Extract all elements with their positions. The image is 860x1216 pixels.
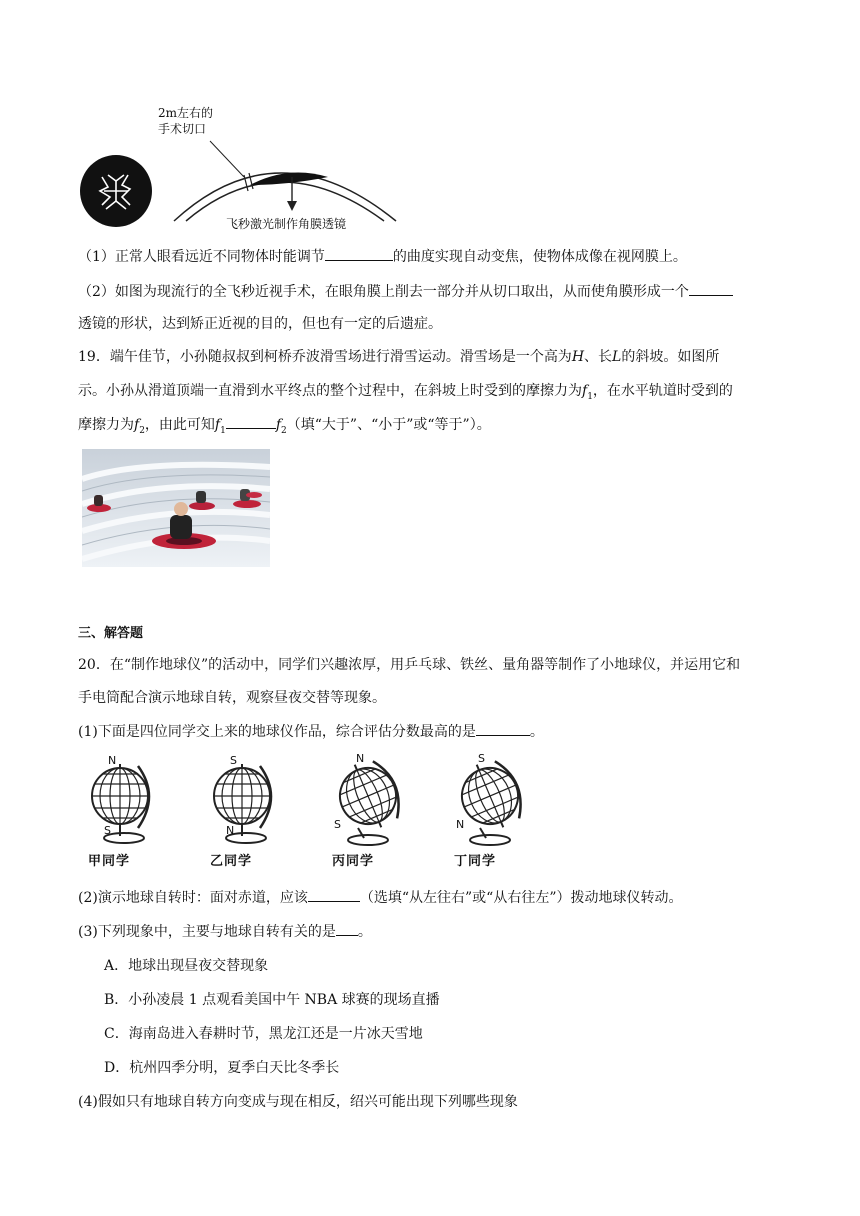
q20-option-b[interactable]: B．小孙凌晨 1 点观看美国中午 NBA 球赛的现场直播 — [104, 992, 440, 1008]
surgery-label-line2: 手术切口 — [158, 122, 207, 136]
q20-sub2: (2)演示地球自转时：面对赤道，应该 （选填“从左往右”或“从右往左”）拨动地球仪转动。 — [78, 887, 682, 908]
q18-part2-line2: 透镜的形状，达到矫正近视的目的，但也有一定的后遗症。 — [78, 316, 442, 332]
q20-blank1[interactable] — [476, 721, 530, 736]
globe-yi-icon — [206, 758, 290, 848]
section-heading: 三、解答题 — [78, 626, 144, 641]
q20-intro-line1: 20．在“制作地球仪”的活动中，同学们兴趣浓厚，用乒乓球、铁丝、量角器等制作了小地球仪，并运用它和 — [78, 657, 741, 673]
globe-jia-top-pole: N — [108, 754, 117, 767]
q18-blank1[interactable] — [325, 246, 393, 261]
q19-line1: 19．端午佳节，小孙随叔叔到柯桥乔波滑雪场进行滑雪运动。滑雪场是一个高为H、长L的斜坡。如图所 — [78, 349, 720, 365]
snow-tubing-photo — [82, 449, 270, 567]
globe-ding-label: 丁同学 — [454, 854, 497, 869]
globe-yi-label: 乙同学 — [210, 854, 253, 869]
q20-option-a[interactable]: A．地球出现昼夜交替现象 — [104, 958, 269, 974]
q20-option-d[interactable]: D．杭州四季分明，夏季白天比冬季长 — [104, 1060, 340, 1076]
globe-ding-top-pole: S — [478, 752, 485, 765]
snow-slope-image — [82, 449, 270, 567]
globe-yi — [206, 754, 290, 870]
globe-jia-icon — [84, 758, 168, 848]
globe-bing-top-pole: N — [356, 752, 365, 765]
globe-ding — [450, 752, 534, 870]
globe-bing — [328, 752, 412, 870]
globe-jia-label: 甲同学 — [88, 854, 131, 869]
q19-blank[interactable] — [226, 414, 276, 429]
q20-blank2[interactable] — [308, 887, 360, 902]
q20-sub4: (4)假如只有地球自转方向变成与现在相反，绍兴可能出现下列哪些现象 — [78, 1094, 518, 1110]
globe-bing-bottom-pole: S — [334, 818, 341, 831]
surgery-figure — [78, 105, 398, 235]
q19-line3: 摩擦力为$f_2$，由此可知$f_1$ $f_2$（填“大于”、“小于”或“等于”）。 — [78, 414, 491, 441]
q18-part2: （2）如图为现流行的全飞秒近视手术，在眼角膜上削去一部分并从切口取出，从而使角膜形成一个 — [78, 281, 733, 302]
globe-jia-bottom-pole: S — [104, 824, 111, 837]
surgery-label-line1: 2m左右的 — [158, 106, 214, 120]
globe-jia — [84, 754, 168, 870]
q20-sub1: (1)下面是四位同学交上来的地球仪作品，综合评估分数最高的是 。 — [78, 721, 544, 742]
globe-bing-icon — [328, 758, 412, 848]
q20-option-c[interactable]: C．海南岛进入春耕时节，黑龙江还是一片冰天雪地 — [104, 1026, 423, 1042]
globe-figure — [84, 752, 524, 870]
q20-blank3[interactable] — [336, 921, 358, 936]
globe-ding-bottom-pole: N — [456, 818, 465, 831]
q18-part1: （1）正常人眼看远近不同物体时能调节 的曲度实现自动变焦，使物体成像在视网膜上。 — [78, 246, 687, 267]
q19-line2: 示。小孙从滑道顶端一直滑到水平终点的整个过程中，在斜坡上时受到的摩擦力为$f_1$，在水平轨道时受到的 — [78, 383, 733, 402]
globe-bing-label: 丙同学 — [332, 854, 375, 869]
surgery-caption: 飞秒激光制作角膜透镜 — [226, 217, 347, 231]
globe-ding-icon — [450, 758, 534, 848]
q18-blank2[interactable] — [689, 281, 733, 296]
globe-yi-top-pole: S — [230, 754, 237, 767]
cornea-diagram — [78, 105, 398, 235]
q20-sub3: (3)下列现象中，主要与地球自转有关的是 。 — [78, 921, 372, 942]
globe-yi-bottom-pole: N — [226, 824, 235, 837]
q20-intro-line2: 手电筒配合演示地球自转，观察昼夜交替等现象。 — [78, 690, 386, 706]
